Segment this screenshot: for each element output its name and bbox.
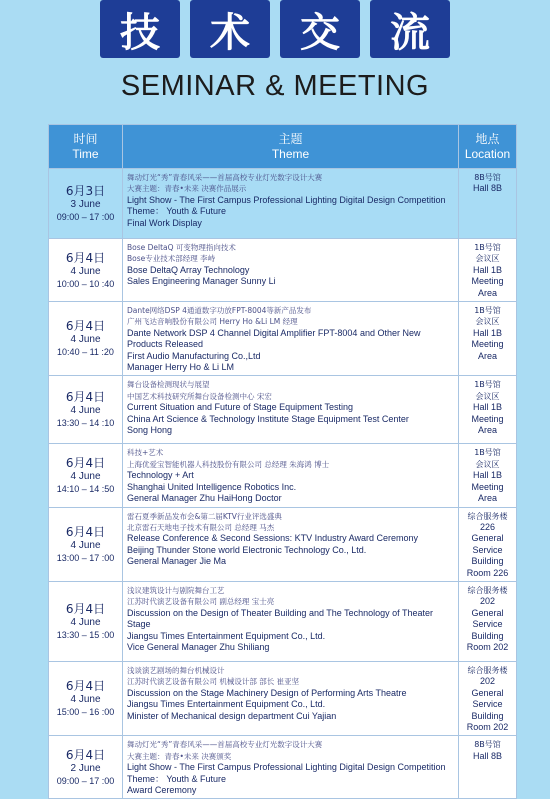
theme-en-line: Discussion on the Design of Theater Building and The Technology of Theater Stage	[127, 607, 434, 630]
theme-en-line: Song Hong	[127, 425, 173, 436]
time-range: 13:30 – 14 :10	[56, 418, 115, 429]
location-en-line: Hall 8B	[472, 183, 502, 194]
date-cn: 6月4日	[65, 250, 106, 265]
location-cn-line: 会议区	[475, 254, 500, 264]
time-cell	[49, 507, 123, 581]
title-char-box: 技	[100, 0, 180, 58]
date-en: 4 June	[70, 405, 101, 417]
theme-cn-line: 浅议建筑设计与剧院舞台工艺	[127, 585, 225, 595]
location-en-line: Service	[472, 619, 503, 630]
theme-en-line: Discussion on the Stage Machinery Design of Performing Arts Theatre	[127, 687, 407, 698]
date-en: 4 June	[70, 334, 101, 346]
location-cell	[459, 376, 517, 444]
theme-cell	[123, 169, 459, 239]
time-range: 13:30 – 15 :00	[56, 629, 115, 640]
location-cn-line: 1B号馆	[474, 380, 501, 390]
time-range: 09:00 – 17 :00	[56, 212, 115, 222]
location-en-line: Area	[477, 287, 497, 298]
theme-en-line: First Audio Manufacturing Co.,Ltd	[127, 350, 261, 361]
location-en-line: Area	[477, 493, 497, 504]
location-en-line: Hall 1B	[472, 402, 502, 413]
title-char-box: 交	[280, 0, 360, 58]
date-en: 4 June	[70, 265, 101, 277]
location-cn-line: 会议区	[475, 459, 500, 469]
location-en-line: Hall 1B	[472, 327, 502, 338]
location-en-line: Building	[471, 630, 504, 641]
date-cn: 6月3日	[65, 184, 106, 198]
theme-en-line: Theme： Youth & Future	[127, 206, 227, 217]
location-en-line: Meeting	[471, 413, 504, 424]
location-cn-line: 8B号馆	[474, 173, 501, 182]
location-cell	[459, 302, 517, 376]
theme-en-line: Final Work Display	[127, 217, 202, 228]
date-cn: 6月4日	[65, 390, 106, 405]
chinese-title	[0, 0, 550, 58]
theme-en-line: Beijing Thunder Stone world Electronic Technology Co., Ltd.	[127, 544, 367, 555]
time-cell	[49, 444, 123, 507]
theme-en-line: Award Ceremony	[127, 785, 197, 795]
date-en: 2 June	[70, 762, 101, 774]
theme-en-line: General Manager Jie Ma	[127, 556, 227, 567]
theme-en-line: Light Show - The First Campus Professional Lighting Digital Design Competition	[127, 762, 446, 773]
location-cell	[459, 661, 517, 735]
location-en-line: 202	[479, 676, 496, 687]
location-en-line: Building	[471, 710, 504, 721]
theme-cn-line: 上海优爱宝智能机器人科技股份有限公司 总经理 朱海鸿 博士	[127, 459, 330, 469]
title-char-box: 流	[370, 0, 450, 58]
theme-en-line: Theme： Youth & Future	[127, 773, 227, 784]
location-en-line: Area	[477, 425, 497, 436]
theme-cn-line: 中国艺术科技研究所舞台设备检测中心 宋宏	[127, 391, 272, 401]
location-en-line: Room 226	[466, 567, 509, 578]
theme-en-line: Shanghai United Intelligence Robotics Inc.	[127, 481, 297, 492]
column-header-time	[49, 125, 123, 169]
title-char-box: 术	[190, 0, 270, 58]
column-header-cn: 时间	[73, 131, 98, 146]
location-en-line: Meeting	[471, 276, 504, 287]
location-en-line: Building	[471, 556, 504, 567]
date-en: 3 June	[70, 199, 101, 210]
theme-cell	[123, 239, 459, 302]
column-header-en: Time	[72, 146, 99, 161]
theme-en-line: Minister of Mechanical design department Cui Yajian	[127, 710, 337, 721]
location-en-line: Service	[472, 699, 503, 710]
location-cell	[459, 581, 517, 661]
theme-cell	[123, 736, 459, 799]
location-en-line: General	[471, 533, 504, 544]
theme-cn-line: 雷石夏季新品发布会&第二届KTV行业评选盛典	[127, 511, 282, 521]
time-range: 13:00 – 17 :00	[56, 552, 115, 563]
table-row	[49, 239, 517, 302]
theme-en-line: Dante Network DSP 4 Channel Digital Amplifier FPT-8004 and Other New Products Released	[127, 327, 421, 350]
theme-en-line: Release Conference & Second Sessions: KTV Industry Award Ceremony	[127, 533, 418, 544]
column-header-cn: 主题	[278, 131, 303, 146]
location-en-line: Hall 1B	[472, 470, 502, 481]
location-en-line: Room 202	[466, 641, 509, 652]
theme-en-line: Technology + Art	[127, 470, 194, 481]
location-cn-line: 会议区	[475, 317, 500, 327]
theme-cell	[123, 507, 459, 581]
theme-cell	[123, 581, 459, 661]
theme-en-line: Manager Herry Ho & Li LM	[127, 362, 235, 373]
location-en-line: General	[471, 607, 504, 618]
theme-cn-line: 舞动灯光“秀”青春风采——首届高校专业灯光数字设计大赛	[127, 740, 323, 750]
location-cn-line: 1B号馆	[474, 448, 501, 458]
time-cell	[49, 581, 123, 661]
location-cn-line: 1B号馆	[474, 243, 501, 252]
time-range: 10:00 – 10 :40	[56, 278, 115, 289]
column-header-en: Location	[464, 146, 511, 161]
theme-en-line: Bose DeltaQ Array Technology	[127, 264, 250, 275]
date-cn: 6月4日	[65, 455, 106, 470]
location-cn-line: 综合服务楼	[467, 585, 508, 595]
theme-en-line: China Art Science & Technology Institute Stage Equipment Test Center	[127, 413, 409, 424]
table-row	[49, 302, 517, 376]
location-en-line: Area	[477, 350, 497, 361]
time-cell	[49, 661, 123, 735]
page-header	[0, 0, 550, 118]
theme-cn-line: 大赛主题：青春•未来 决赛作品展示	[127, 184, 247, 194]
theme-en-line: Jiangsu Times Entertainment Equipment Co., Ltd.	[127, 630, 326, 641]
column-header-theme	[123, 125, 459, 169]
location-en-line: 202	[479, 596, 496, 607]
time-range: 14:10 – 14 :50	[56, 483, 115, 494]
date-en: 4 June	[70, 694, 101, 706]
theme-cn-line: 浅谈演艺剧场的舞台机械设计	[127, 665, 225, 675]
table-row	[49, 581, 517, 661]
theme-en-line: Jiangsu Times Entertainment Equipment Co., Ltd.	[127, 699, 326, 710]
location-en-line: General	[471, 687, 504, 698]
date-en: 4 June	[70, 616, 101, 628]
theme-cn-line: 大赛主题：青春•未来 决赛颁奖	[127, 751, 232, 761]
theme-en-line: Current Situation and Future of Stage Equipment Testing	[127, 402, 353, 413]
theme-en-line: Sales Engineering Manager Sunny Li	[127, 276, 276, 287]
table-header-row	[49, 125, 517, 169]
time-cell	[49, 736, 123, 799]
date-cn: 6月4日	[65, 679, 106, 694]
time-cell	[49, 302, 123, 376]
location-en-line: Hall 1B	[472, 264, 502, 275]
column-header-en: Theme	[271, 146, 310, 161]
date-en: 4 June	[70, 470, 101, 482]
theme-cn-line: Bose专业技术部经理 李峙	[127, 254, 216, 264]
column-header-location	[459, 125, 517, 169]
theme-cn-line: 江苏时代演艺设备有限公司 机械设计部 部长 崔亚坚	[127, 677, 300, 687]
location-en-line: Meeting	[471, 339, 504, 350]
date-en: 4 June	[70, 539, 101, 551]
theme-cell	[123, 444, 459, 507]
time-range: 15:00 – 16 :00	[56, 707, 115, 718]
theme-cn-line: Bose DeltaQ 可变物理指向技术	[127, 243, 236, 252]
theme-cn-line: 江苏时代演艺设备有限公司 副总经理 宝士亮	[127, 597, 275, 607]
location-en-line: Hall 8B	[472, 750, 502, 761]
theme-en-line: Vice General Manager Zhu Shiliang	[127, 641, 270, 652]
date-cn: 6月4日	[65, 747, 106, 762]
time-range: 10:40 – 11 :20	[57, 347, 114, 358]
schedule-table	[48, 124, 517, 799]
location-en-line: Service	[472, 544, 503, 555]
location-en-line: Room 202	[466, 721, 509, 732]
location-cell	[459, 507, 517, 581]
location-en-line: Meeting	[471, 481, 504, 492]
location-cn-line: 综合服务楼	[467, 665, 508, 675]
theme-cn-line: 舞动灯光“秀”青春风采——首届高校专业灯光数字设计大赛	[127, 173, 323, 182]
table-row	[49, 661, 517, 735]
table-row	[49, 376, 517, 444]
theme-cn-line: Dante网络DSP 4通道数字功放FPT-8004等新产品发布	[127, 306, 312, 316]
theme-cn-line: 广州飞达音响股份有限公司 Herry Ho &Li LM 经理	[127, 317, 298, 327]
date-cn: 6月4日	[65, 319, 106, 334]
location-cn-line: 1B号馆	[474, 306, 501, 316]
theme-cn-line: 舞台设备检测现状与展望	[127, 380, 210, 390]
table-row	[49, 507, 517, 581]
table-row	[49, 444, 517, 507]
location-cell	[459, 736, 517, 799]
location-cell	[459, 444, 517, 507]
table-row	[49, 169, 517, 239]
theme-cn-line: 北京雷石天地电子技术有限公司 总经理 马杰	[127, 522, 275, 532]
location-cn-line: 会议区	[475, 391, 500, 401]
column-header-cn: 地点	[475, 131, 500, 146]
location-cell	[459, 169, 517, 239]
table-row	[49, 736, 517, 799]
theme-cn-line: 科技+艺术	[127, 448, 164, 458]
theme-en-line: Light Show - The First Campus Professional Lighting Digital Design Competition	[127, 194, 446, 205]
english-title: SEMINAR & MEETING	[120, 70, 430, 102]
time-cell	[49, 376, 123, 444]
time-cell	[49, 169, 123, 239]
time-range: 09:00 – 17 :00	[56, 775, 115, 786]
date-cn: 6月4日	[65, 524, 106, 539]
time-cell	[49, 239, 123, 302]
location-cn-line: 综合服务楼	[467, 511, 508, 521]
date-cn: 6月4日	[65, 601, 106, 616]
location-en-line: 226	[479, 521, 496, 532]
theme-cell	[123, 302, 459, 376]
location-cell	[459, 239, 517, 302]
location-cn-line: 8B号馆	[474, 740, 501, 750]
theme-cell	[123, 376, 459, 444]
theme-cell	[123, 661, 459, 735]
theme-en-line: General Manager Zhu HaiHong Doctor	[127, 493, 282, 504]
